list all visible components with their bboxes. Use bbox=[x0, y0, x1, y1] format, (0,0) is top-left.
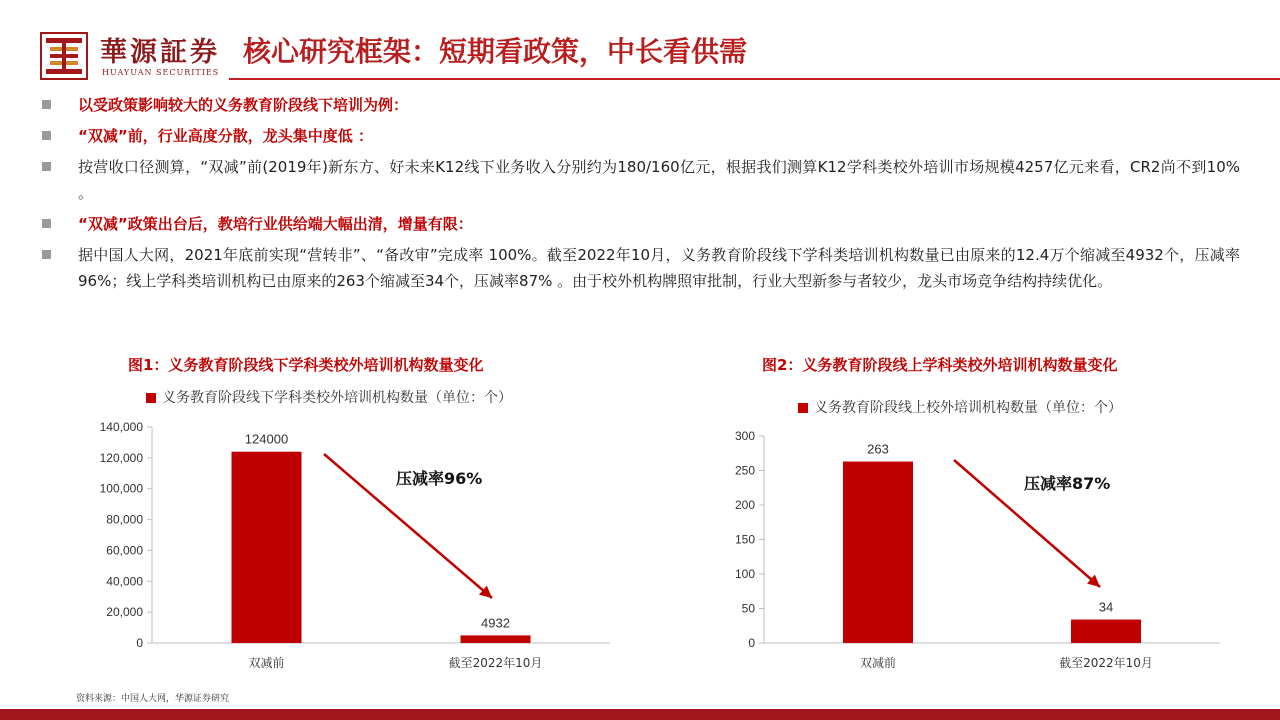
page-title: 核心研究框架：短期看政策，中长看供需 bbox=[243, 35, 748, 68]
bar bbox=[843, 462, 913, 643]
bullet-square-icon bbox=[42, 100, 51, 109]
bullet-text: 据中国人大网，2021年底前实现“营转非”、“备改审”完成率 100%。截至2022年10月，义务教育阶段线下学科类培训机构数量已由原来的12.4万个缩减至4932个，压减率96%；线上学科类培训机构已由原来的263个缩减至34个，压减率87% 。由于校外机构牌照审批制，行业大型新参与者较少，龙头市场竞争结构持续优化。 bbox=[78, 246, 1240, 290]
bullet-item bbox=[40, 123, 1240, 149]
legend-swatch bbox=[798, 403, 808, 413]
y-tick-label: 150 bbox=[734, 532, 755, 547]
y-tick-label: 60,000 bbox=[106, 543, 143, 558]
x-tick-label: 截至2022年10月 bbox=[448, 656, 543, 670]
legend-label: 义务教育阶段线下学科类校外培训机构数量（单位：个） bbox=[162, 390, 512, 406]
legend-label: 义务教育阶段线上校外培训机构数量（单位：个） bbox=[814, 400, 1122, 416]
y-tick-label: 0 bbox=[748, 636, 755, 650]
y-tick-label: 100,000 bbox=[99, 481, 143, 496]
y-tick-label: 300 bbox=[734, 429, 755, 443]
y-tick-label: 100 bbox=[734, 567, 755, 581]
bullet-list bbox=[40, 92, 1240, 299]
bullet-square-icon bbox=[42, 219, 51, 228]
y-tick-label: 140,000 bbox=[99, 420, 143, 434]
bullet-text: 以受政策影响较大的义务教育阶段线下培训为例： bbox=[78, 96, 409, 114]
bullet-item bbox=[40, 154, 1240, 206]
header-divider bbox=[229, 78, 1280, 80]
bullet-item bbox=[40, 92, 1240, 118]
bullet-square-icon bbox=[42, 162, 51, 171]
data-label: 124000 bbox=[244, 431, 289, 447]
bar bbox=[232, 452, 302, 643]
bar bbox=[461, 635, 531, 643]
chart-online-institutions bbox=[690, 390, 1250, 680]
bullet-square-icon bbox=[42, 131, 51, 140]
figure-1-title: 图1：义务教育阶段线下学科类校外培训机构数量变化 bbox=[128, 356, 484, 374]
bullet-item bbox=[40, 242, 1240, 294]
legend-swatch bbox=[146, 393, 156, 403]
header bbox=[0, 0, 1280, 82]
y-tick-label: 20,000 bbox=[106, 605, 143, 620]
data-label: 34 bbox=[1098, 599, 1114, 615]
bullet-text: 按营收口径测算，“双减”前(2019年)新东方、好未来K12线下业务收入分别约为180/160亿元，根据我们测算K12学科类校外培训市场规模4257亿元来看，CR2尚不到10% 。 bbox=[78, 158, 1240, 202]
bullet-text: “双减”政策出台后，教培行业供给端大幅出清，增量有限： bbox=[78, 215, 473, 233]
footer-bar bbox=[0, 709, 1280, 720]
data-label: 4932 bbox=[481, 615, 510, 631]
bullet-square-icon bbox=[42, 250, 51, 259]
data-label: 263 bbox=[867, 441, 889, 457]
brand-name-en: HUAYUAN SECURITIES bbox=[102, 68, 220, 77]
y-tick-label: 120,000 bbox=[99, 450, 143, 465]
bar bbox=[1071, 620, 1141, 643]
bullet-item bbox=[40, 211, 1240, 237]
y-tick-label: 200 bbox=[734, 498, 755, 512]
y-tick-label: 40,000 bbox=[106, 574, 143, 589]
chart-offline-institutions bbox=[60, 380, 640, 680]
x-tick-label: 截至2022年10月 bbox=[1059, 656, 1153, 670]
x-tick-label: 双减前 bbox=[248, 656, 285, 670]
brand-name: 華源証券 bbox=[100, 37, 220, 68]
y-tick-label: 80,000 bbox=[106, 512, 143, 527]
x-tick-label: 双减前 bbox=[859, 656, 897, 670]
y-tick-label: 0 bbox=[136, 636, 143, 650]
brand-logo-icon bbox=[40, 32, 88, 80]
source-note: 资料来源：中国人大网，华源证券研究 bbox=[76, 694, 230, 704]
figure-2-title: 图2：义务教育阶段线上学科类校外培训机构数量变化 bbox=[762, 356, 1118, 374]
reduction-rate-annotation: 压减率96% bbox=[396, 469, 483, 488]
bullet-text: “双减”前，行业高度分散，龙头集中度低 ： bbox=[78, 127, 373, 145]
reduction-rate-annotation: 压减率87% bbox=[1024, 474, 1111, 493]
y-tick-label: 50 bbox=[741, 601, 755, 616]
y-tick-label: 250 bbox=[734, 463, 755, 478]
